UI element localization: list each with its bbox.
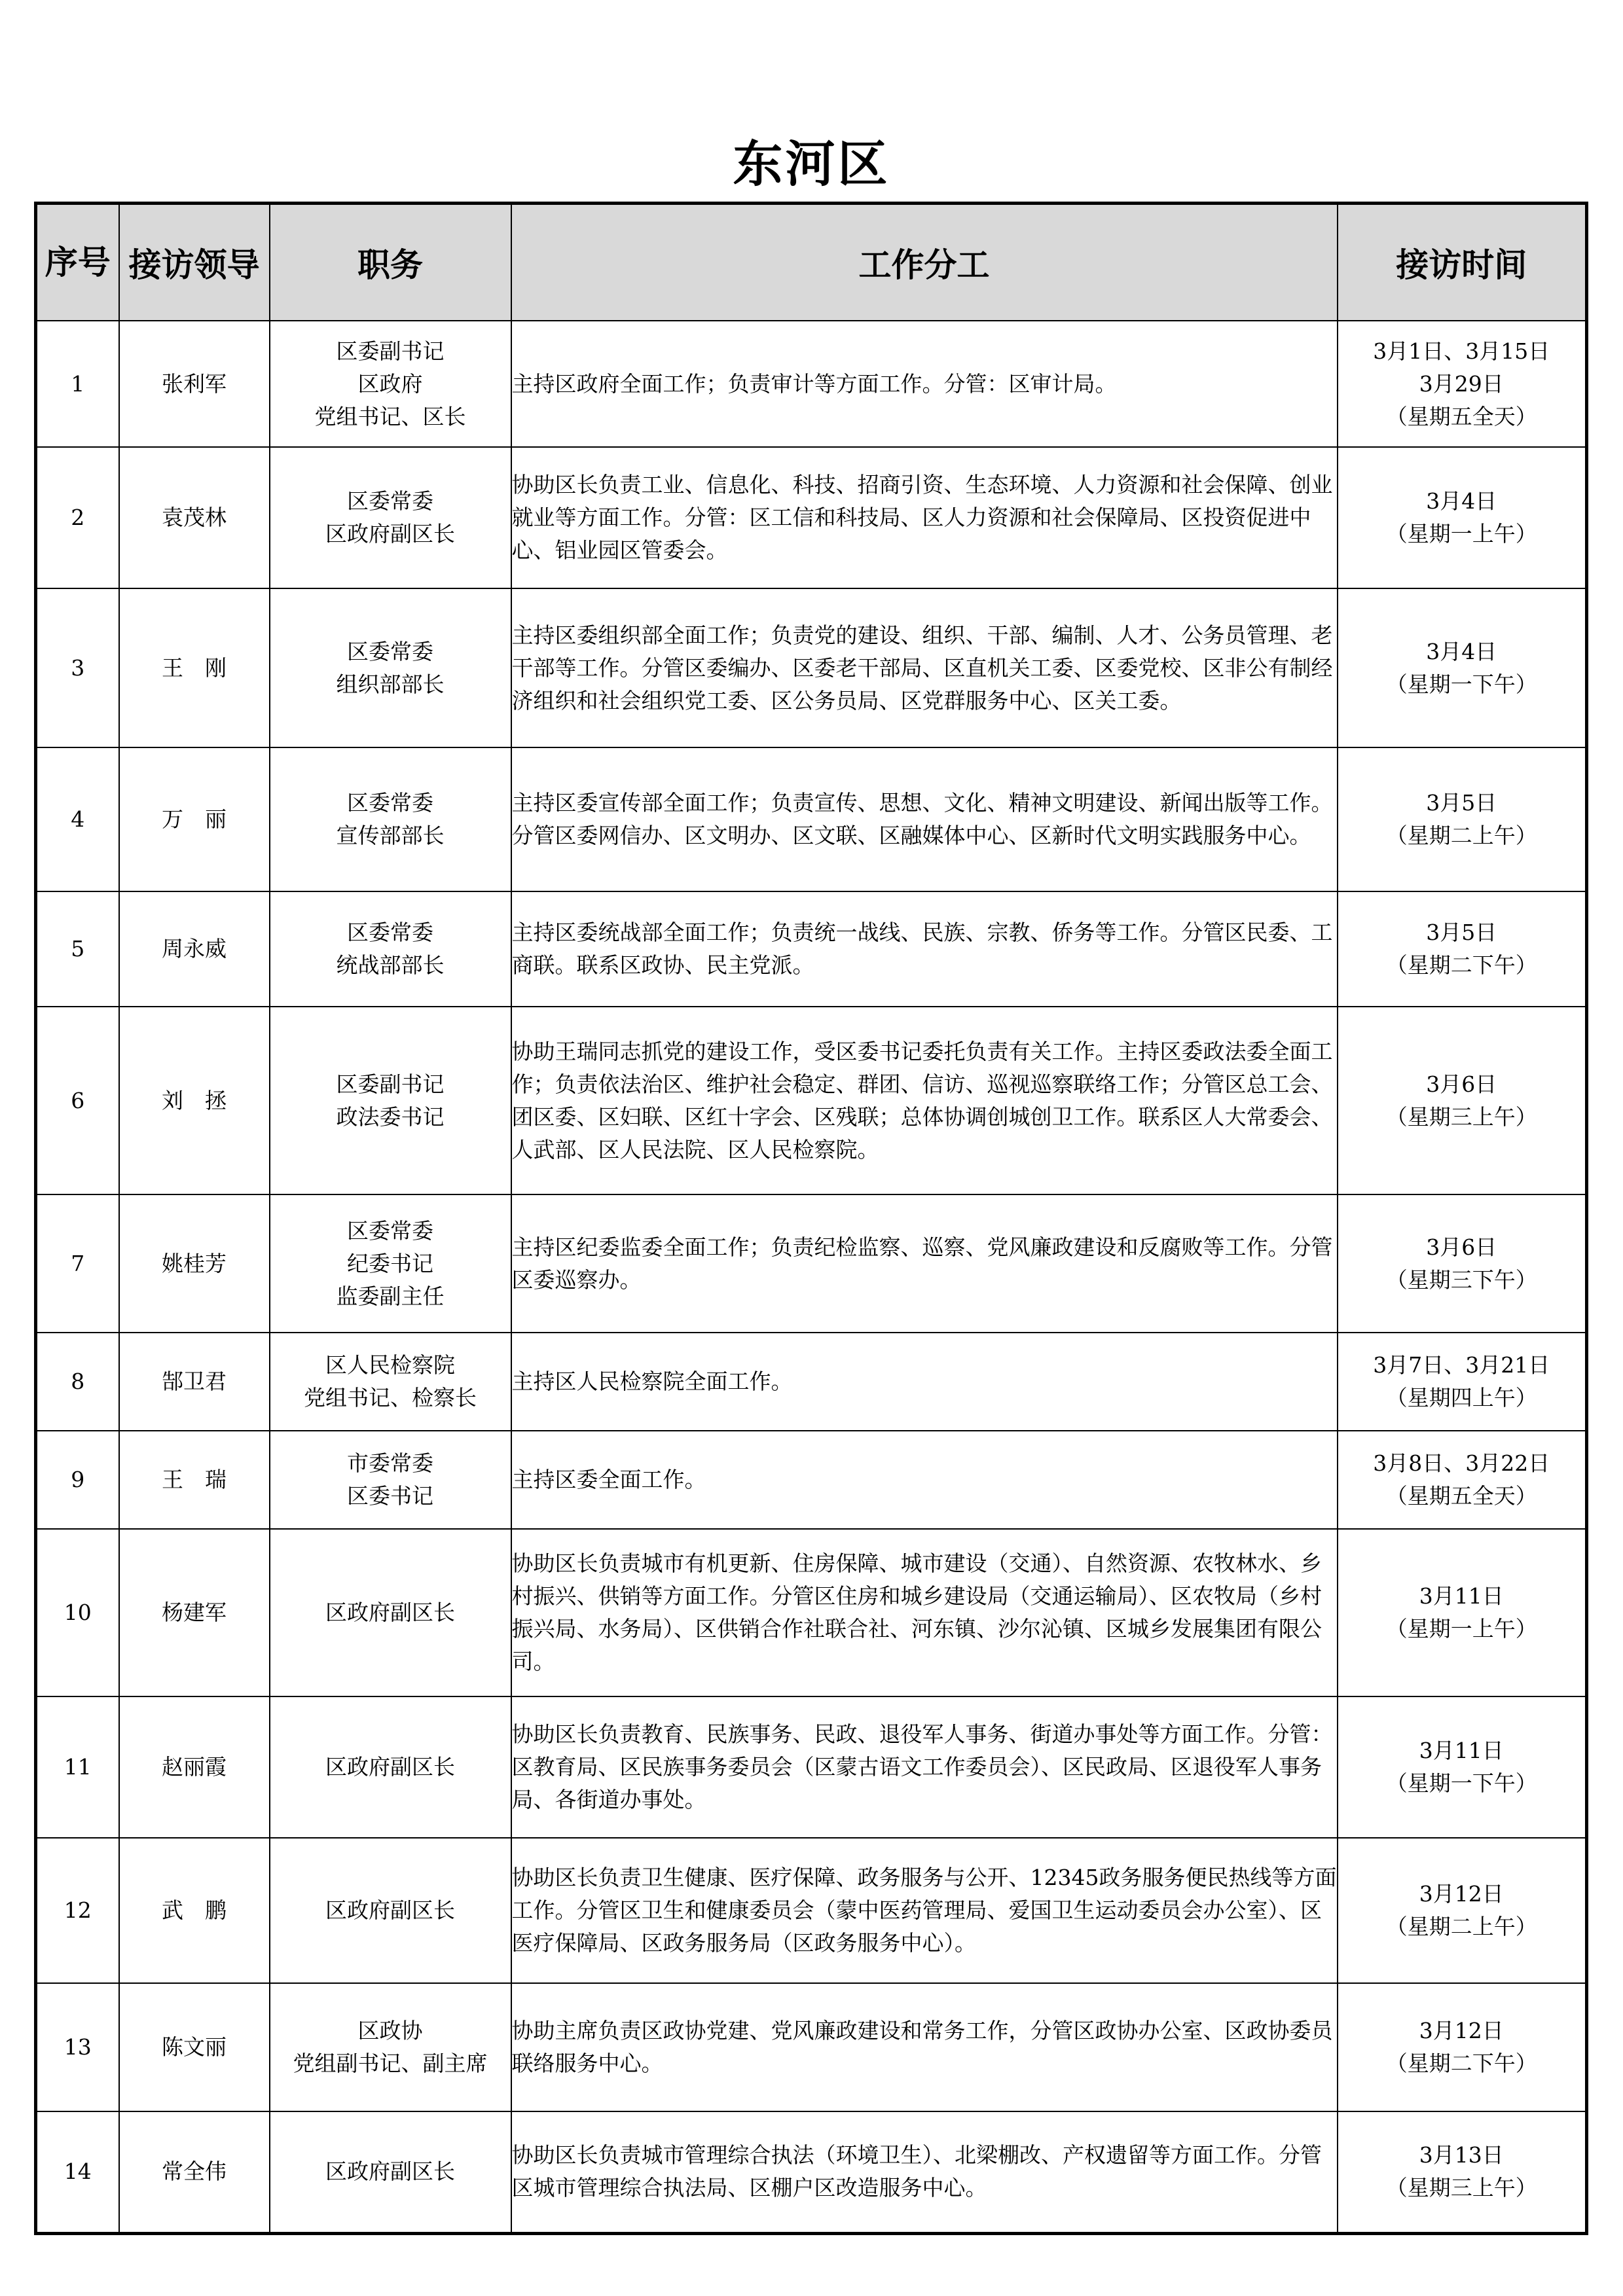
cell-seq: 5 bbox=[36, 891, 119, 1007]
cell-leader-name: 郜卫君 bbox=[119, 1333, 270, 1431]
cell-position: 区政协 党组副书记、副主席 bbox=[270, 1983, 511, 2111]
cell-seq: 8 bbox=[36, 1333, 119, 1431]
cell-time: 3月4日 （星期一上午） bbox=[1338, 447, 1587, 588]
reception-schedule-table bbox=[34, 202, 1588, 2235]
cell-position: 区委常委 区政府副区长 bbox=[270, 447, 511, 588]
cell-time: 3月5日 （星期二下午） bbox=[1338, 891, 1587, 1007]
cell-position: 区委常委 宣传部部长 bbox=[270, 747, 511, 891]
table-row bbox=[36, 2111, 1587, 2233]
cell-time: 3月6日 （星期三下午） bbox=[1338, 1194, 1587, 1333]
cell-leader-name: 常全伟 bbox=[119, 2111, 270, 2233]
cell-seq: 12 bbox=[36, 1838, 119, 1983]
cell-duty: 协助区长负责工业、信息化、科技、招商引资、生态环境、人力资源和社会保障、创业就业等方面工作。分管：区工信和科技局、区人力资源和社会保障局、区投资促进中心、铝业园区管委会。 bbox=[511, 447, 1338, 588]
cell-time: 3月8日、3月22日 （星期五全天） bbox=[1338, 1431, 1587, 1529]
cell-seq: 3 bbox=[36, 588, 119, 747]
cell-duty: 主持区委组织部全面工作；负责党的建设、组织、干部、编制、人才、公务员管理、老干部等工作。分管区委编办、区委老干部局、区直机关工委、区委党校、区非公有制经济组织和社会组织党工委、区公务员局、区党群服务中心、区关工委。 bbox=[511, 588, 1338, 747]
table-row bbox=[36, 1838, 1587, 1983]
cell-leader-name: 杨建军 bbox=[119, 1529, 270, 1696]
cell-leader-name: 袁茂林 bbox=[119, 447, 270, 588]
cell-leader-name: 王 瑞 bbox=[119, 1431, 270, 1529]
table-header-row bbox=[36, 204, 1587, 321]
cell-position: 区委常委 组织部部长 bbox=[270, 588, 511, 747]
table-row bbox=[36, 1983, 1587, 2111]
header-seq: 序号 bbox=[36, 204, 119, 321]
cell-seq: 13 bbox=[36, 1983, 119, 2111]
cell-seq: 4 bbox=[36, 747, 119, 891]
cell-position: 区人民检察院 党组书记、检察长 bbox=[270, 1333, 511, 1431]
table-row bbox=[36, 1431, 1587, 1529]
header-time: 接访时间 bbox=[1338, 204, 1587, 321]
table-row bbox=[36, 891, 1587, 1007]
cell-position: 区委副书记 政法委书记 bbox=[270, 1007, 511, 1194]
cell-duty: 协助主席负责区政协党建、党风廉政建设和常务工作，分管区政协办公室、区政协委员联络服务中心。 bbox=[511, 1983, 1338, 2111]
cell-seq: 9 bbox=[36, 1431, 119, 1529]
cell-duty: 协助区长负责城市管理综合执法（环境卫生）、北梁棚改、产权遗留等方面工作。分管区城市管理综合执法局、区棚户区改造服务中心。 bbox=[511, 2111, 1338, 2233]
cell-seq: 2 bbox=[36, 447, 119, 588]
cell-time: 3月6日 （星期三上午） bbox=[1338, 1007, 1587, 1194]
cell-time: 3月13日 （星期三上午） bbox=[1338, 2111, 1587, 2233]
cell-position: 区委常委 统战部部长 bbox=[270, 891, 511, 1007]
cell-leader-name: 张利军 bbox=[119, 321, 270, 447]
cell-duty: 主持区纪委监委全面工作；负责纪检监察、巡察、党风廉政建设和反腐败等工作。分管区委巡察办。 bbox=[511, 1194, 1338, 1333]
cell-time: 3月1日、3月15日 3月29日 （星期五全天） bbox=[1338, 321, 1587, 447]
table-row bbox=[36, 1333, 1587, 1431]
cell-seq: 1 bbox=[36, 321, 119, 447]
cell-leader-name: 刘 拯 bbox=[119, 1007, 270, 1194]
cell-duty: 主持区委全面工作。 bbox=[511, 1431, 1338, 1529]
cell-duty: 主持区委宣传部全面工作；负责宣传、思想、文化、精神文明建设、新闻出版等工作。分管区委网信办、区文明办、区文联、区融媒体中心、区新时代文明实践服务中心。 bbox=[511, 747, 1338, 891]
table-row bbox=[36, 1696, 1587, 1838]
cell-time: 3月7日、3月21日 （星期四上午） bbox=[1338, 1333, 1587, 1431]
cell-seq: 10 bbox=[36, 1529, 119, 1696]
cell-seq: 11 bbox=[36, 1696, 119, 1838]
cell-leader-name: 万 丽 bbox=[119, 747, 270, 891]
header-position: 职务 bbox=[270, 204, 511, 321]
cell-position: 区委副书记 区政府 党组书记、区长 bbox=[270, 321, 511, 447]
cell-time: 3月12日 （星期二下午） bbox=[1338, 1983, 1587, 2111]
cell-duty: 协助王瑞同志抓党的建设工作，受区委书记委托负责有关工作。主持区委政法委全面工作；负责依法治区、维护社会稳定、群团、信访、巡视巡察联络工作；分管区总工会、团区委、区妇联、区红十字会、区残联；总体协调创城创卫工作。联系区人大常委会、人武部、区人民法院、区人民检察院。 bbox=[511, 1007, 1338, 1194]
table-row bbox=[36, 1194, 1587, 1333]
table-row bbox=[36, 1007, 1587, 1194]
cell-leader-name: 姚桂芳 bbox=[119, 1194, 270, 1333]
table-row bbox=[36, 447, 1587, 588]
table-row bbox=[36, 588, 1587, 747]
cell-time: 3月11日 （星期一下午） bbox=[1338, 1696, 1587, 1838]
cell-duty: 协助区长负责卫生健康、医疗保障、政务服务与公开、12345政务服务便民热线等方面工作。分管区卫生和健康委员会（蒙中医药管理局、爱国卫生运动委员会办公室）、区医疗保障局、区政务服务局（区政务服务中心）。 bbox=[511, 1838, 1338, 1983]
cell-time: 3月12日 （星期二上午） bbox=[1338, 1838, 1587, 1983]
cell-leader-name: 武 鹏 bbox=[119, 1838, 270, 1983]
cell-duty: 主持区委统战部全面工作；负责统一战线、民族、宗教、侨务等工作。分管区民委、工商联。联系区政协、民主党派。 bbox=[511, 891, 1338, 1007]
cell-leader-name: 陈文丽 bbox=[119, 1983, 270, 2111]
cell-duty: 协助区长负责城市有机更新、住房保障、城市建设（交通）、自然资源、农牧林水、乡村振兴、供销等方面工作。分管区住房和城乡建设局（交通运输局）、区农牧局（乡村振兴局、水务局）、区供销合作社联合社、河东镇、沙尔沁镇、区城乡发展集团有限公司。 bbox=[511, 1529, 1338, 1696]
cell-position: 区政府副区长 bbox=[270, 1529, 511, 1696]
header-duty: 工作分工 bbox=[511, 204, 1338, 321]
cell-position: 区政府副区长 bbox=[270, 2111, 511, 2233]
cell-position: 区委常委 纪委书记 监委副主任 bbox=[270, 1194, 511, 1333]
page-title: 东河区 bbox=[733, 135, 890, 193]
cell-position: 区政府副区长 bbox=[270, 1838, 511, 1983]
cell-position: 市委常委 区委书记 bbox=[270, 1431, 511, 1529]
cell-duty: 协助区长负责教育、民族事务、民政、退役军人事务、街道办事处等方面工作。分管：区教育局、区民族事务委员会（区蒙古语文工作委员会）、区民政局、区退役军人事务局、各街道办事处。 bbox=[511, 1696, 1338, 1838]
cell-time: 3月11日 （星期一上午） bbox=[1338, 1529, 1587, 1696]
cell-time: 3月5日 （星期二上午） bbox=[1338, 747, 1587, 891]
table-row bbox=[36, 747, 1587, 891]
cell-leader-name: 周永威 bbox=[119, 891, 270, 1007]
table-row bbox=[36, 321, 1587, 447]
cell-duty: 主持区政府全面工作；负责审计等方面工作。分管：区审计局。 bbox=[511, 321, 1338, 447]
cell-duty: 主持区人民检察院全面工作。 bbox=[511, 1333, 1338, 1431]
header-leader: 接访领导 bbox=[119, 204, 270, 321]
cell-time: 3月4日 （星期一下午） bbox=[1338, 588, 1587, 747]
cell-position: 区政府副区长 bbox=[270, 1696, 511, 1838]
cell-seq: 7 bbox=[36, 1194, 119, 1333]
table-row bbox=[36, 1529, 1587, 1696]
cell-leader-name: 王 刚 bbox=[119, 588, 270, 747]
cell-seq: 14 bbox=[36, 2111, 119, 2233]
cell-leader-name: 赵丽霞 bbox=[119, 1696, 270, 1838]
cell-seq: 6 bbox=[36, 1007, 119, 1194]
